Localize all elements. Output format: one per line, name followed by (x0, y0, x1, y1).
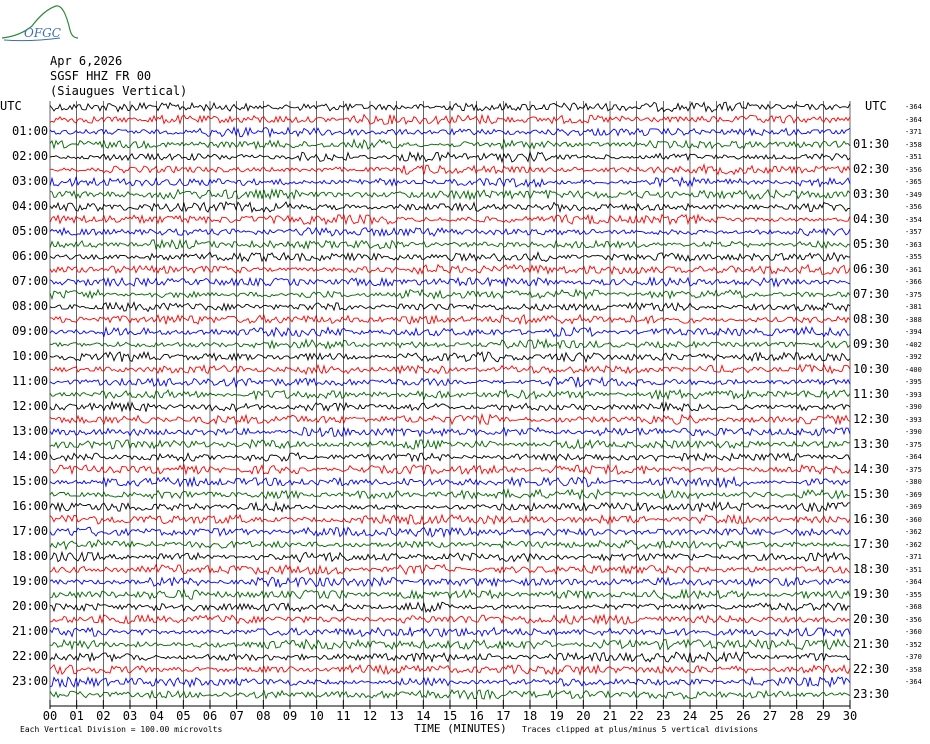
hour-label-right: 07:30 (853, 286, 890, 301)
trace-offset-value: -351 (905, 565, 922, 574)
x-tick-label: 16 (469, 709, 484, 723)
footer-division-note: Each Vertical Division = 100.00 microvolts (20, 725, 223, 734)
hour-label-right: 06:30 (853, 261, 890, 276)
hour-label-left: 08:00 (12, 299, 49, 313)
trace-offset-value: -361 (905, 265, 922, 274)
hour-label-left: 20:00 (12, 599, 49, 613)
hour-label-left: 11:00 (12, 374, 49, 388)
trace-offset-value: -355 (905, 253, 922, 261)
hour-label-left: 01:00 (12, 124, 49, 138)
hour-label-right: 13:30 (853, 436, 890, 451)
x-tick-label: 25 (709, 709, 724, 723)
hour-label-right: 10:30 (853, 361, 890, 376)
trace-offset-value: -364 (905, 115, 922, 124)
utc-label-left: UTC (0, 99, 22, 113)
trace-offset-value: -363 (905, 240, 922, 249)
trace-offset-value: -380 (905, 478, 922, 486)
trace-offset-value: -381 (905, 303, 922, 311)
x-tick-label: 05 (176, 709, 191, 723)
x-tick-label: 14 (416, 709, 431, 723)
hour-label-right: 23:30 (853, 686, 890, 701)
x-tick-label: 10 (309, 709, 324, 723)
hour-label-left: 15:00 (12, 474, 49, 488)
trace-offset-value: -357 (905, 228, 922, 236)
x-tick-label: 30 (842, 709, 858, 723)
x-tick-label: 15 (442, 709, 458, 723)
trace-offset-value: -362 (905, 540, 922, 549)
hour-label-right: 01:30 (853, 136, 890, 151)
trace-offset-value: -364 (905, 578, 922, 586)
hour-label-right: 17:30 (853, 536, 890, 551)
x-tick-label: 11 (336, 709, 351, 723)
x-tick-label: 17 (496, 709, 511, 723)
hour-label-left: 07:00 (12, 274, 49, 288)
x-tick-label: 03 (122, 709, 138, 723)
x-tick-label: 21 (602, 709, 618, 723)
hour-label-left: 23:00 (12, 674, 49, 688)
hour-label-left: 22:00 (12, 649, 49, 663)
trace-offset-value: -370 (905, 653, 922, 661)
x-tick-label: 07 (229, 709, 244, 723)
trace-offset-value: -366 (905, 278, 922, 286)
trace-offset-value: -355 (905, 590, 922, 599)
trace-offset-value: -365 (905, 178, 922, 186)
trace-offset-value: -364 (905, 678, 922, 686)
trace-offset-value: -369 (905, 490, 922, 499)
x-tick-label: 09 (282, 709, 298, 723)
hour-label-left: 17:00 (12, 524, 49, 538)
hour-label-right: 14:30 (853, 461, 890, 476)
hour-label-right: 11:30 (853, 386, 890, 401)
trace-offset-value: -352 (905, 640, 922, 649)
trace-offset-value: -364 (905, 453, 922, 461)
trace-offset-value: -364 (905, 103, 922, 111)
trace-offset-value: -375 (905, 290, 922, 299)
trace-offset-value: -375 (905, 465, 922, 474)
x-tick-label: 00 (42, 709, 58, 723)
hour-label-left: 04:00 (12, 199, 49, 213)
trace-offset-value: -356 (905, 615, 922, 624)
logo-text: OFGC (24, 26, 61, 40)
trace-offset-value: -360 (905, 515, 922, 524)
trace-offset-value: -402 (905, 340, 922, 349)
hour-label-right: 19:30 (853, 586, 890, 601)
hour-label-left: 02:00 (12, 149, 49, 163)
hour-label-left: 03:00 (12, 174, 49, 188)
trace-offset-value: -388 (905, 315, 922, 324)
x-tick-label: 24 (682, 709, 698, 723)
x-tick-label: 26 (736, 709, 751, 723)
hour-label-left: 18:00 (12, 549, 49, 563)
x-axis-label: TIME (MINUTES) (414, 722, 507, 735)
x-tick-label: 06 (202, 709, 218, 723)
x-tick-label: 08 (256, 709, 271, 723)
location-label: (Siaugues Vertical) (50, 84, 188, 98)
x-tick-label: 27 (762, 709, 778, 723)
x-tick-label: 28 (789, 709, 804, 723)
hour-label-right: 22:30 (853, 661, 890, 676)
trace-offset-value: -358 (905, 665, 922, 674)
date-label: Apr 6,2026 (50, 54, 123, 68)
trace-offset-value: -351 (905, 153, 922, 161)
x-tick-label: 20 (576, 709, 591, 723)
trace-offset-value: -390 (905, 403, 922, 411)
hour-label-left: 21:00 (12, 624, 49, 638)
hour-label-left: 06:00 (12, 249, 49, 263)
footer-clip-note: Traces clipped at plus/minus 5 vertical divisions (522, 725, 759, 734)
trace-offset-value: -358 (905, 140, 922, 149)
hour-label-right: 09:30 (853, 336, 890, 351)
x-tick-label: 04 (149, 709, 164, 723)
x-tick-label: 01 (69, 709, 84, 723)
trace-offset-value: -349 (905, 190, 922, 199)
hour-label-left: 13:00 (12, 424, 49, 438)
trace-offset-value: -360 (905, 628, 922, 636)
hour-label-left: 05:00 (12, 224, 49, 238)
hour-label-right: 18:30 (853, 561, 890, 576)
trace-offset-value: -375 (905, 440, 922, 449)
trace-offset-value: -371 (905, 128, 922, 136)
trace-offset-value: -393 (905, 415, 922, 424)
hour-label-left: 16:00 (12, 499, 49, 513)
trace-offset-value: -368 (905, 603, 922, 611)
hour-label-right: 15:30 (853, 486, 890, 501)
hour-label-left: 10:00 (12, 349, 49, 363)
hour-label-right: 12:30 (853, 411, 890, 426)
hour-label-right: 05:30 (853, 236, 890, 251)
x-tick-label: 13 (389, 709, 404, 723)
hour-label-right: 03:30 (853, 186, 890, 201)
x-tick-label: 19 (549, 709, 564, 723)
hour-label-left: 19:00 (12, 574, 49, 588)
trace-offset-value: -395 (905, 378, 922, 386)
x-tick-label: 29 (816, 709, 831, 723)
hour-label-right: 16:30 (853, 511, 890, 526)
x-tick-label: 02 (96, 709, 111, 723)
trace-offset-value: -393 (905, 390, 922, 399)
hour-label-left: 12:00 (12, 399, 49, 413)
hour-label-right: 02:30 (853, 161, 890, 176)
hour-label-right: 04:30 (853, 211, 890, 226)
hour-label-right: 20:30 (853, 611, 890, 626)
trace-offset-value: -362 (905, 528, 922, 536)
station-label: SGSF HHZ FR 00 (50, 69, 152, 83)
trace-offset-value: -371 (905, 553, 922, 561)
x-tick-label: 23 (656, 709, 671, 723)
trace-offset-value: -400 (905, 365, 922, 374)
x-tick-label: 18 (522, 709, 538, 723)
trace-offset-value: -394 (905, 328, 922, 336)
x-tick-label: 22 (629, 709, 644, 723)
hour-label-left: 09:00 (12, 324, 49, 338)
hour-label-left: 14:00 (12, 449, 49, 463)
x-tick-label: 12 (362, 709, 378, 723)
trace-offset-value: -369 (905, 503, 922, 511)
hour-label-right: 21:30 (853, 636, 890, 651)
trace-offset-value: -390 (905, 428, 922, 436)
utc-label-right: UTC (865, 99, 887, 113)
trace-offset-value: -392 (905, 353, 922, 361)
hour-label-right: 08:30 (853, 311, 890, 326)
trace-offset-value: -356 (905, 165, 922, 174)
trace-offset-value: -354 (905, 215, 922, 224)
trace-offset-value: -356 (905, 203, 922, 211)
